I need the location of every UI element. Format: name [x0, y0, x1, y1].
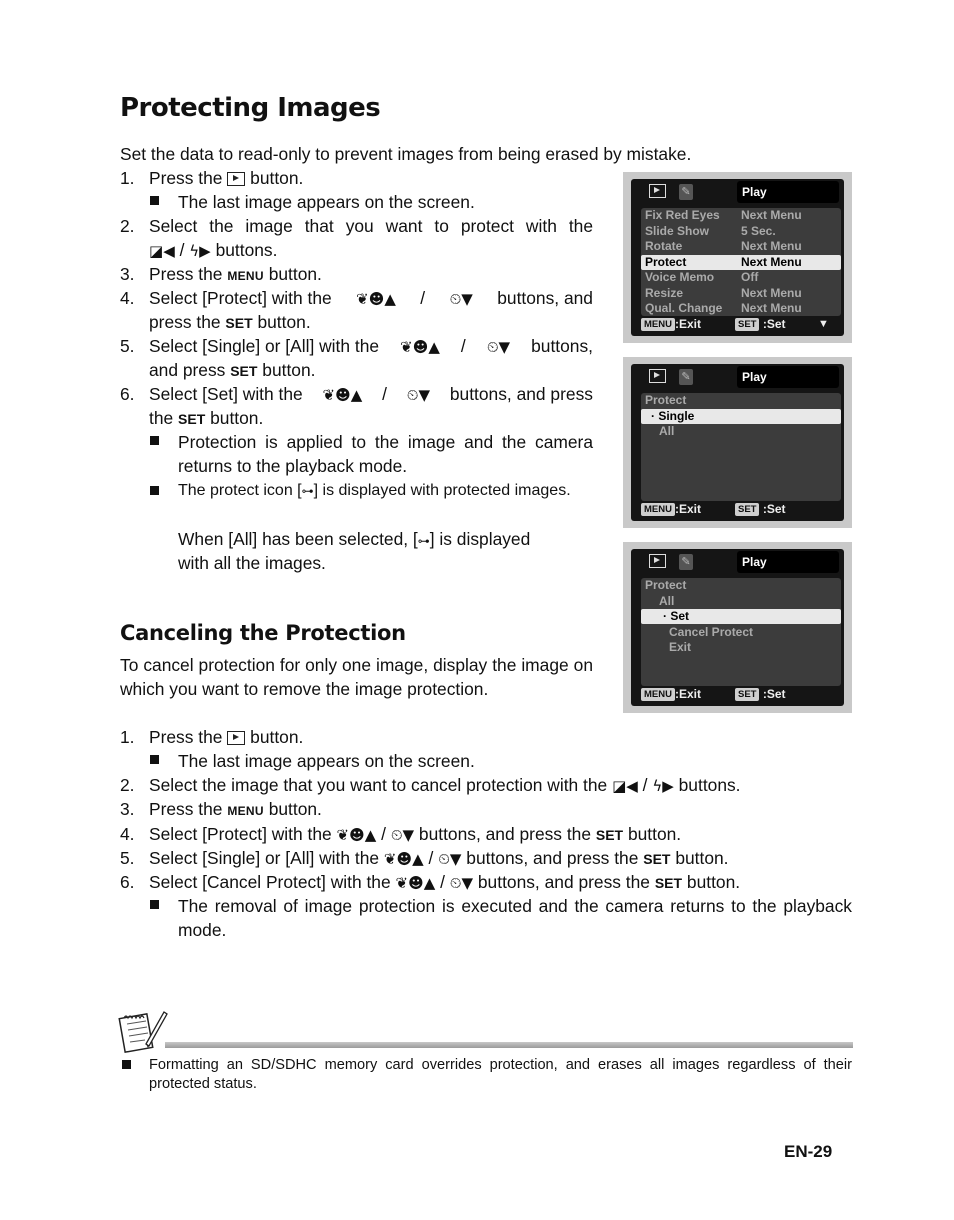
step-text: and press [149, 360, 226, 380]
exposure-icon: ◪ [149, 242, 164, 260]
down-arrow-icon: ▼ [461, 290, 473, 308]
scroll-down-icon: ▼ [818, 318, 829, 330]
step-number: 4. [120, 824, 135, 844]
step-text: Press the [149, 264, 223, 284]
step-text: Select the image that you want to cancel protection with the [149, 775, 608, 795]
step-text: the [149, 408, 174, 428]
set-button-label: SET [654, 875, 683, 891]
camera-screen-play-menu [623, 172, 852, 343]
menu-button-label: MENU [227, 804, 264, 818]
step-number: 6. [120, 872, 135, 892]
step-number: 1. [120, 168, 135, 188]
cancel-step-4 [149, 822, 681, 847]
screen-display [631, 549, 844, 706]
step-text: Press the [149, 727, 223, 747]
step-text: Select [Protect] with the [149, 288, 332, 308]
bullet-text: The last image appears on the screen. [178, 751, 475, 771]
menu-row: Protect [645, 578, 687, 592]
menu-row: All [659, 593, 675, 608]
up-arrow-icon: ▲ [350, 386, 363, 404]
self-timer-icon: ⏲ [406, 386, 419, 404]
macro-icon: ❦ [395, 874, 409, 892]
bullet-icon [122, 1060, 131, 1069]
self-timer-icon: ⏲ [486, 338, 499, 356]
step-text: buttons, and press the [418, 824, 592, 844]
bullet-text: ] is displayed [429, 529, 531, 549]
slash-text: / [460, 336, 466, 356]
camera-screen-protect-single [623, 357, 852, 528]
down-arrow-icon: ▼ [449, 850, 462, 868]
bullet-icon [150, 436, 159, 445]
key-icon: ⊶ [417, 534, 430, 548]
note-text: Formatting an SD/SDHC memory card overrides protection, and erases all images regardless of their protected status. [149, 1057, 852, 1092]
macro-icon: ❦ [336, 826, 350, 844]
macro-icon: ❦ [356, 290, 369, 308]
step-text: Press the [149, 799, 223, 819]
menu-row: Resize Next Menu [645, 285, 802, 300]
setup-wrench-icon: ✎ [679, 369, 693, 385]
face-detect-icon: ☻ [349, 826, 365, 844]
step-text: button. [210, 408, 264, 428]
step-number: 6. [120, 384, 135, 404]
step-text: button. [627, 824, 682, 844]
exit-label: :Exit [674, 502, 701, 516]
step-text: button. [686, 872, 741, 892]
step-3 [149, 262, 322, 288]
face-detect-icon: ☻ [396, 850, 413, 868]
step-text: buttons, and press the [466, 848, 639, 868]
bullet-text: Protection is applied to the image and the camera returns to the playback mode. [178, 432, 593, 476]
screen-display [631, 364, 844, 521]
step-text: press the [149, 312, 221, 332]
step-text: Select [Protect] with the [149, 824, 332, 844]
section-title: Canceling the Protection [120, 621, 406, 645]
menu-list [641, 393, 841, 501]
playback-mode-icon [649, 369, 666, 383]
menu-row-selected: · Set [641, 609, 841, 624]
bullet-icon [150, 755, 159, 764]
step-text: button. [257, 312, 311, 332]
slash-text: / [440, 872, 445, 892]
step-5-line2 [149, 358, 315, 383]
exit-label: :Exit [674, 687, 701, 701]
bullet-text: with all the images. [178, 553, 326, 573]
cancel-step-5 [149, 846, 729, 871]
menu-row: Slide Show 5 Sec. [645, 223, 776, 238]
up-arrow-icon: ▲ [412, 850, 424, 868]
playback-mode-icon [649, 184, 666, 198]
step-text: buttons. [215, 240, 278, 260]
step-4-line2 [149, 310, 311, 335]
set-button-label: SET [643, 851, 671, 867]
slash-text: / [179, 240, 185, 260]
bullet-text: When [All] has been selected, [ [178, 529, 418, 549]
step-text: button. [268, 264, 322, 284]
set-chip: SET [735, 318, 759, 331]
step-number: 2. [120, 775, 135, 795]
intro-text: Set the data to read-only to prevent images from being erased by mistake. [120, 144, 692, 164]
menu-tab-title: Play [737, 181, 839, 203]
set-button-label: SET [178, 411, 206, 427]
step-text: button. [268, 799, 322, 819]
set-button-label: SET [230, 363, 258, 379]
face-detect-icon: ☻ [335, 386, 351, 404]
menu-tab-title: Play [737, 551, 839, 573]
set-label: :Set [762, 687, 786, 701]
slash-text: / [642, 775, 648, 795]
step-text: Select the image that you want to protect with the [149, 216, 593, 236]
face-detect-icon: ☻ [408, 874, 424, 892]
screen-display [631, 179, 844, 336]
menu-row: Rotate Next Menu [645, 239, 802, 253]
set-button-label: SET [595, 827, 624, 843]
step-6-line1 [149, 382, 593, 407]
down-arrow-icon: ▼ [498, 338, 511, 356]
down-arrow-icon: ▼ [418, 386, 431, 404]
bullet-text: The removal of image protection is executed and the camera returns to the playback mode. [178, 896, 852, 940]
step-number: 4. [120, 288, 135, 308]
left-arrow-icon: ◀ [163, 242, 175, 260]
bullet-protect-icon [178, 479, 593, 503]
menu-chip: MENU [641, 318, 675, 331]
cancel-intro: To cancel protection for only one image, display the image on which you want to remove the image protection. [120, 655, 593, 699]
slash-text: / [420, 288, 426, 308]
self-timer-icon: ⏲ [438, 850, 450, 868]
self-timer-icon: ⏲ [449, 874, 462, 892]
down-arrow-icon: ▼ [461, 874, 474, 892]
step-text: button. [250, 727, 304, 747]
bullet-text: The last image appears on the screen. [178, 192, 475, 212]
up-arrow-icon: ▲ [384, 290, 396, 308]
cancel-step-3 [149, 797, 322, 823]
menu-list [641, 208, 841, 316]
step-text: button. [675, 848, 729, 868]
step-text: Select [Set] with the [149, 384, 303, 404]
cancel-step-1 [149, 725, 303, 749]
macro-icon: ❦ [400, 338, 413, 356]
self-timer-icon: ⏲ [390, 826, 403, 844]
note-divider [165, 1042, 853, 1048]
menu-button-label: MENU [227, 269, 264, 283]
page-title: Protecting Images [120, 93, 381, 123]
menu-tab-title: Play [737, 366, 839, 388]
all-selected-line [178, 527, 530, 553]
step-text: Select [Cancel Protect] with the [149, 872, 391, 892]
exit-label: :Exit [674, 317, 701, 331]
key-icon: ⊶ [301, 484, 314, 498]
slash-text: / [382, 384, 387, 404]
set-label: :Set [762, 317, 786, 331]
left-arrow-icon: ◀ [626, 777, 638, 795]
face-detect-icon: ☻ [412, 338, 429, 356]
step-text: buttons. [678, 775, 741, 795]
face-detect-icon: ☻ [368, 290, 385, 308]
step-number: 5. [120, 336, 135, 356]
macro-icon: ❦ [383, 850, 397, 868]
up-arrow-icon: ▲ [364, 826, 377, 844]
playback-mode-icon [649, 554, 666, 568]
step-text: Select [Single] or [All] with the [149, 336, 380, 356]
screen-footer [641, 501, 841, 517]
up-arrow-icon: ▲ [423, 874, 436, 892]
setup-wrench-icon: ✎ [679, 184, 693, 200]
menu-row: Fix Red Eyes Next Menu [645, 208, 802, 222]
menu-row: Protect [645, 393, 687, 407]
right-arrow-icon: ▶ [199, 242, 211, 260]
menu-row: Exit [669, 640, 692, 654]
step-text: Press the [149, 168, 223, 188]
right-arrow-icon: ▶ [662, 777, 674, 795]
menu-chip: MENU [641, 688, 675, 701]
step-text: button. [262, 360, 316, 380]
step-text: buttons, and [497, 288, 593, 308]
setup-wrench-icon: ✎ [679, 554, 693, 570]
step-6-line2 [149, 406, 263, 431]
menu-row-selected: Protect Next Menu [641, 255, 841, 270]
bullet-icon [150, 486, 159, 495]
play-button-icon [227, 172, 245, 186]
step-text: buttons, and press the [477, 872, 650, 892]
bullet-icon [150, 196, 159, 205]
cancel-step-6 [149, 870, 740, 895]
step-text: buttons, and press [449, 384, 593, 404]
step-number: 3. [120, 799, 135, 819]
step-text: button. [250, 168, 304, 188]
exposure-icon: ◪ [612, 777, 627, 795]
step-number: 1. [120, 727, 135, 747]
set-label: :Set [762, 502, 786, 516]
page-number: EN-29 [784, 1142, 833, 1161]
set-chip: SET [735, 503, 759, 516]
menu-row: Qual. Change Next Menu [645, 301, 802, 315]
bullet-text: The protect icon [ [178, 482, 302, 499]
note-memo-icon [118, 1008, 168, 1054]
step-5-line1 [149, 334, 593, 359]
menu-list [641, 578, 841, 686]
camera-screen-protect-all [623, 542, 852, 713]
step-number: 3. [120, 264, 135, 284]
step-2-line2 [149, 238, 277, 263]
menu-chip: MENU [641, 503, 675, 516]
bullet-icon [150, 900, 159, 909]
step-1 [149, 166, 303, 190]
cancel-step-2 [149, 773, 741, 798]
up-arrow-icon: ▲ [428, 338, 440, 356]
set-button-label: SET [225, 315, 253, 331]
menu-row: Cancel Protect [669, 624, 754, 639]
flash-icon: ϟ [652, 777, 663, 795]
step-4-line1 [149, 286, 593, 311]
self-timer-icon: ⏲ [449, 290, 462, 308]
slash-text: / [381, 824, 386, 844]
menu-row: All [659, 424, 675, 438]
screen-footer [641, 686, 841, 702]
set-chip: SET [735, 688, 759, 701]
down-arrow-icon: ▼ [402, 826, 415, 844]
step-text: Select [Single] or [All] with the [149, 848, 380, 868]
step-text: buttons, [531, 336, 593, 356]
step-number: 5. [120, 848, 135, 868]
menu-row-selected: · Single [641, 409, 841, 424]
slash-text: / [428, 848, 434, 868]
screen-footer [641, 316, 841, 332]
flash-icon: ϟ [189, 242, 200, 260]
play-button-icon [227, 731, 245, 745]
menu-row: Voice Memo Off [645, 270, 759, 284]
macro-icon: ❦ [322, 386, 336, 404]
step-number: 2. [120, 216, 135, 236]
bullet-text: ] is displayed with protected images. [313, 482, 571, 499]
